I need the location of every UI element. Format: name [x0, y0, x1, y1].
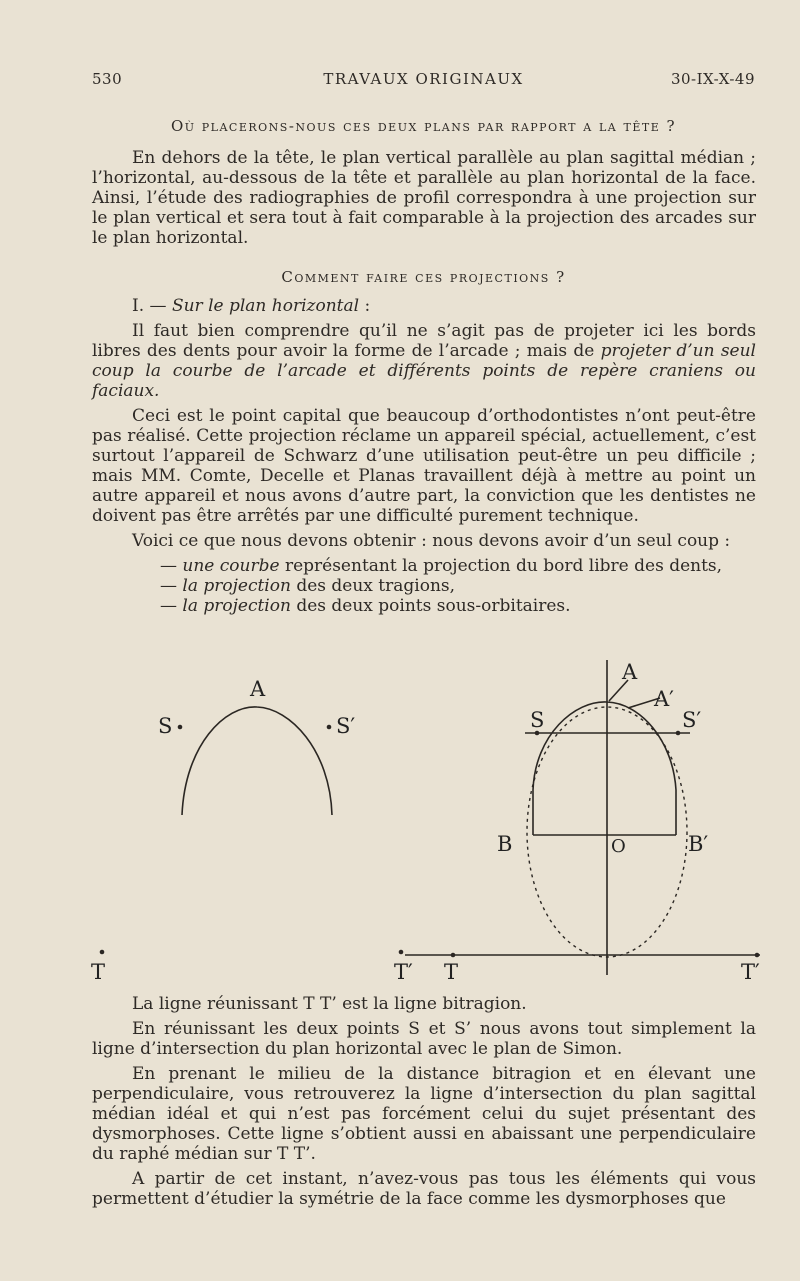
label-o-right: O: [611, 836, 626, 857]
paragraph: Voici ce que nous devons obtenir : nous devons avoir d’un seul coup :: [132, 531, 731, 551]
point-t-right: [451, 953, 456, 958]
paragraph: En réunissant les deux points S et S’ nous avons tout simplement la ligne d’intersection du plan horizontal avec le plan de Simon.: [92, 1019, 756, 1059]
running-title: TRAVAUX ORIGINAUX: [323, 70, 524, 88]
section-bitragion-body: [92, 994, 756, 1214]
subheading-colon: :: [359, 296, 371, 316]
point-s-prime-right: [676, 731, 681, 736]
label-s-prime-left: S′: [336, 714, 356, 738]
point-t-prime-left: [399, 950, 404, 955]
label-b-prime-right: B′: [688, 832, 709, 856]
list-dash: —: [160, 576, 183, 596]
point-t-left: [100, 950, 105, 955]
subheading-title: Sur le plan horizontal: [171, 296, 360, 316]
label-s-prime-right: S′: [682, 708, 702, 732]
left-arch-curve: [182, 707, 332, 815]
label-t-left: T: [91, 960, 106, 984]
page-number: 530: [92, 70, 123, 88]
list-item-text: des deux tragions,: [290, 576, 456, 596]
label-t-right: T: [444, 960, 459, 984]
label-a-left: A: [250, 677, 266, 701]
paragraph: En dehors de la tête, le plan vertical parallèle au plan sagittal médian ; l’horizontal, au-dessous de la tête et parallèle au plan horizontal de la face. Ainsi, l’étude des radiographies de profil correspondra à une projection sur le plan vertical et sera tout à fait comparable à la projection des arcades sur le plan horizontal.: [92, 148, 756, 248]
label-s-right: S: [530, 708, 545, 732]
label-a-prime-right: A′: [654, 687, 674, 711]
list-dash: —: [160, 596, 183, 616]
label-t-prime-right: T′: [741, 960, 760, 984]
paragraph: La ligne réunissant T T’ est la ligne bitragion.: [132, 994, 527, 1014]
paragraph: En prenant le milieu de la distance bitragion et en élevant une perpendiculaire, vous retrouverez la ligne d’intersection du plan sagittal médian idéal et qui n’est pas forcément celui du sujet présentant des dysmorphoses. Cette ligne s’obtient aussi en abaissant une perpendiculaire du raphé médian sur T T’.: [92, 1064, 756, 1164]
list-item-text: des deux points sous-orbitaires.: [290, 596, 571, 616]
label-s-left: S: [158, 714, 173, 738]
list-item-emphasis: la projection: [182, 596, 291, 616]
issue-date: 30-IX-X-49: [670, 70, 755, 88]
label-b-right: B: [497, 832, 513, 856]
point-s-prime-left: [327, 725, 332, 730]
point-s-left: [178, 725, 183, 730]
section-heading-planes: Où placerons-nous ces deux plans par rapport a la tête ?: [170, 117, 677, 135]
paragraph: Ceci est le point capital que beaucoup d’orthodontistes n’ont peut-être pas réalisé. Cette projection réclame un appareil spécial, actuellement, c’est surtout l’appareil de Schwarz d’une utilisation peut-être un peu difficile ; mais MM. Comte, Decelle et Planas travaillent déjà à mettre au point un autre appareil et nous avons d’autre part, la conviction que les dentistes ne doivent pas être arrêtés par une difficulté purement technique.: [92, 406, 756, 526]
list-item-emphasis: une courbe: [182, 556, 280, 576]
paragraph-text: Il faut bien comprendre qu’il ne s’agit pas de projeter ici les bords libres des dents pour avoir la forme de l’arcade ; mais de: [92, 321, 756, 361]
right-arch-curve: [533, 702, 676, 835]
point-t-prime-right: [755, 953, 760, 958]
paragraph-emphasis: projeter d’un seul coup la courbe de l’arcade et différents points de repère craniens ou faciaux.: [92, 341, 756, 401]
section-heading-projections: Comment faire ces projections ?: [281, 268, 566, 286]
list-item-emphasis: la projection: [182, 576, 291, 596]
subheading-number: I. —: [132, 296, 172, 316]
list-dash: —: [160, 556, 183, 576]
paragraph: A partir de cet instant, n’avez-vous pas tous les éléments qui vous permettent d’étudier la symétrie de la face comme les dysmorphoses que: [92, 1169, 756, 1209]
list-item-text: représentant la projection du bord libre des dents,: [279, 556, 723, 576]
label-a-right: A: [622, 660, 638, 684]
label-t-prime-left: T′: [394, 960, 413, 984]
